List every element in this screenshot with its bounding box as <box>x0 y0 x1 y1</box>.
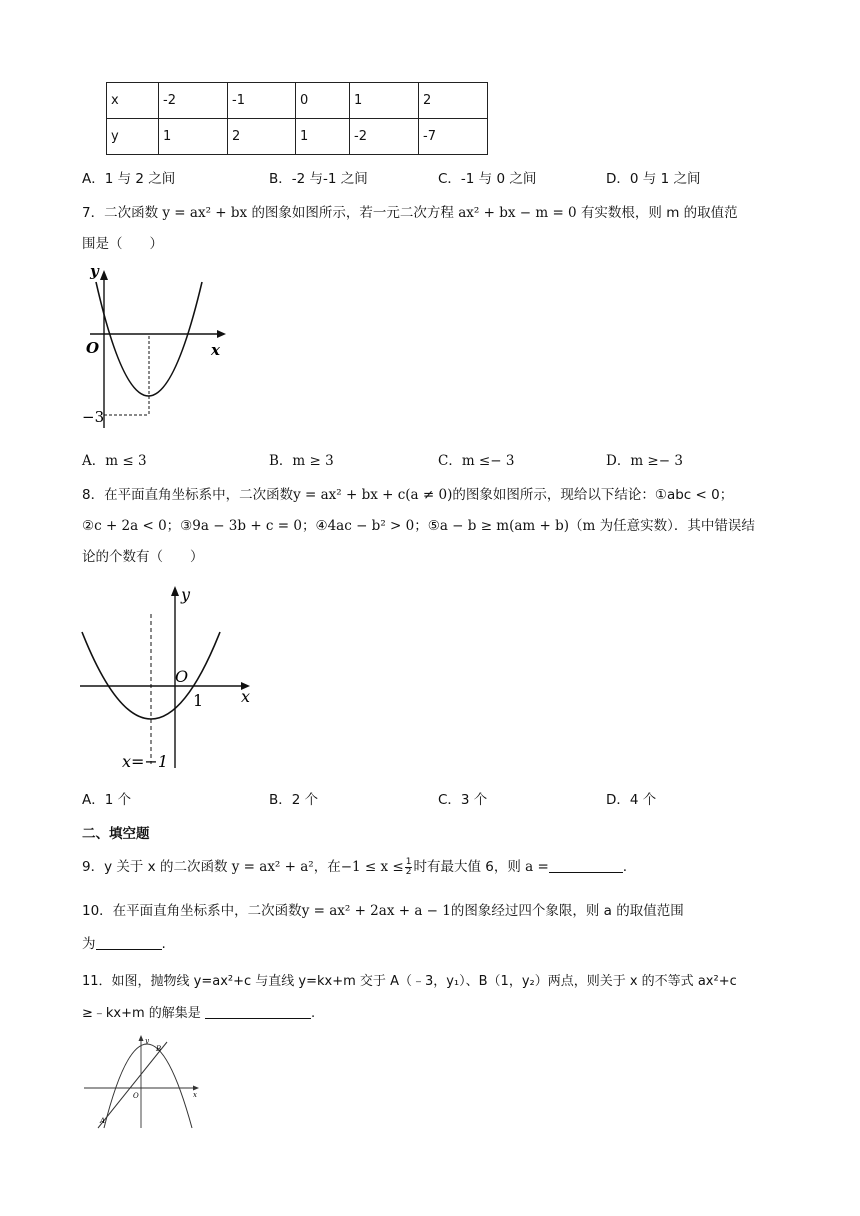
answer-blank[interactable] <box>96 935 162 950</box>
q9-stem <box>82 855 627 877</box>
origin-label: O <box>133 1092 139 1100</box>
q10-text: 的图象经过四个象限，则 a 的取值范围 <box>450 903 684 919</box>
option-a: A．1 与 2 之间 <box>82 171 176 187</box>
q7-formula: y = ax² + bx <box>162 205 248 221</box>
answer-blank[interactable] <box>549 858 623 873</box>
answer-blank[interactable] <box>205 1004 311 1019</box>
point-a-label: A <box>100 1117 106 1125</box>
y-axis-label: y <box>145 1037 149 1045</box>
fraction-numerator: 1 <box>405 856 412 867</box>
option-a: A．1 个 <box>82 792 132 808</box>
x-axis-label: x <box>193 1091 197 1099</box>
q9-answer-prefix: a = <box>525 859 549 875</box>
fraction-denominator: 2 <box>405 866 412 877</box>
q8-conclusions: ②c + 2a < 0；③9a − 3b + c = 0；④4ac − b² > 0；⑤a − b ≥ m(am + b)（m 为任意实数）．其中错误结 <box>82 518 755 534</box>
q7-text: 的图象如图所示，若一元二次方程 <box>251 205 454 221</box>
table-cell: -1 <box>228 83 296 119</box>
fraction <box>405 858 413 877</box>
option-d: D．0 与 1 之间 <box>606 171 701 187</box>
y-axis-label: y <box>181 585 191 604</box>
q10-end: . <box>161 936 166 952</box>
option-d: D．m ≥− 3 <box>606 453 683 469</box>
option-c: C．m ≤− 3 <box>438 453 515 469</box>
table-cell: 2 <box>419 83 488 119</box>
q8-graph <box>78 576 263 772</box>
q6-options <box>0 167 860 187</box>
table-row <box>107 119 488 155</box>
q7-text: 二次函数 <box>104 205 159 221</box>
option-a: A．m ≤ 3 <box>82 453 147 469</box>
option-b: B．-2 与-1 之间 <box>269 171 368 187</box>
option-c: C．3 个 <box>438 792 488 808</box>
table-cell: 2 <box>228 119 296 155</box>
table-cell: 1 <box>296 119 350 155</box>
q8-formula: y = ax² + bx + c(a ≠ 0) <box>293 487 453 503</box>
q10-formula: y = ax² + 2ax + a − 1 <box>301 903 451 919</box>
option-b: B．m ≥ 3 <box>269 453 334 469</box>
axis-of-symmetry-label: x=−1 <box>122 752 169 771</box>
min-value-label: −3 <box>82 408 105 426</box>
q10-text: 为 <box>82 936 96 952</box>
q9-formula: y = ax² + a² <box>231 859 314 875</box>
option-d: D．4 个 <box>606 792 657 808</box>
q9-text: ，在 <box>313 859 341 875</box>
table-cell: -2 <box>350 119 419 155</box>
q7-options <box>0 449 860 469</box>
x-axis-label: x <box>211 341 220 359</box>
table-cell: y <box>107 119 159 155</box>
q8-text: 的图象如图所示，现给以下结论：①abc < 0； <box>452 487 734 503</box>
q7-number: 7． <box>82 205 105 221</box>
q7-stem <box>82 201 738 221</box>
table-cell: -2 <box>159 83 228 119</box>
value-table <box>106 82 488 155</box>
q7-graph <box>80 258 240 438</box>
q9-text: 9．y 关于 x 的二次函数 <box>82 859 228 875</box>
section-heading: 二、填空题 <box>82 826 150 842</box>
q9-end: . <box>622 859 628 875</box>
q8-stem-line3: 论的个数有（ ） <box>82 549 204 565</box>
root-label: 1 <box>193 691 204 710</box>
q9-inequality: −1 ≤ x ≤ <box>340 859 404 875</box>
q11-graph <box>80 1030 205 1130</box>
q10-stem <box>82 899 684 919</box>
table-cell: -7 <box>419 119 488 155</box>
q8-stem <box>82 483 733 503</box>
q11-stem-line2 <box>82 1002 315 1021</box>
table-cell: 1 <box>159 119 228 155</box>
table-row <box>107 83 488 119</box>
q8-text: 8．在平面直角坐标系中，二次函数 <box>82 487 294 503</box>
origin-label: O <box>86 339 100 357</box>
table-cell: 1 <box>350 83 419 119</box>
origin-label: O <box>175 667 189 686</box>
table-cell: x <box>107 83 159 119</box>
q7-stem-line2: 围是（ ） <box>82 236 163 252</box>
x-axis-label: x <box>241 687 251 706</box>
y-axis-label: y <box>90 262 99 280</box>
q7-equation: ax² + bx − m = 0 <box>458 205 577 221</box>
q10-stem-line2 <box>82 932 166 952</box>
point-b-label: B <box>156 1045 162 1053</box>
q11-text: ≥﹣kx+m 的解集是 <box>82 1006 201 1021</box>
q11-stem: 11．如图，抛物线 y=ax²+c 与直线 y=kx+m 交于 A（﹣3，y₁）、B（1，y₂）两点，则关于 x 的不等式 ax²+c <box>82 974 737 989</box>
q11-end: . <box>310 1006 316 1021</box>
option-b: B．2 个 <box>269 792 319 808</box>
q8-options <box>0 788 860 808</box>
q7-text: 有实数根，则 m 的取值范 <box>580 205 738 221</box>
table-cell: 0 <box>296 83 350 119</box>
q9-text: 时有最大值 6，则 <box>413 859 521 875</box>
option-c: C．-1 与 0 之间 <box>438 171 537 187</box>
q10-text: 10．在平面直角坐标系中，二次函数 <box>82 903 302 919</box>
